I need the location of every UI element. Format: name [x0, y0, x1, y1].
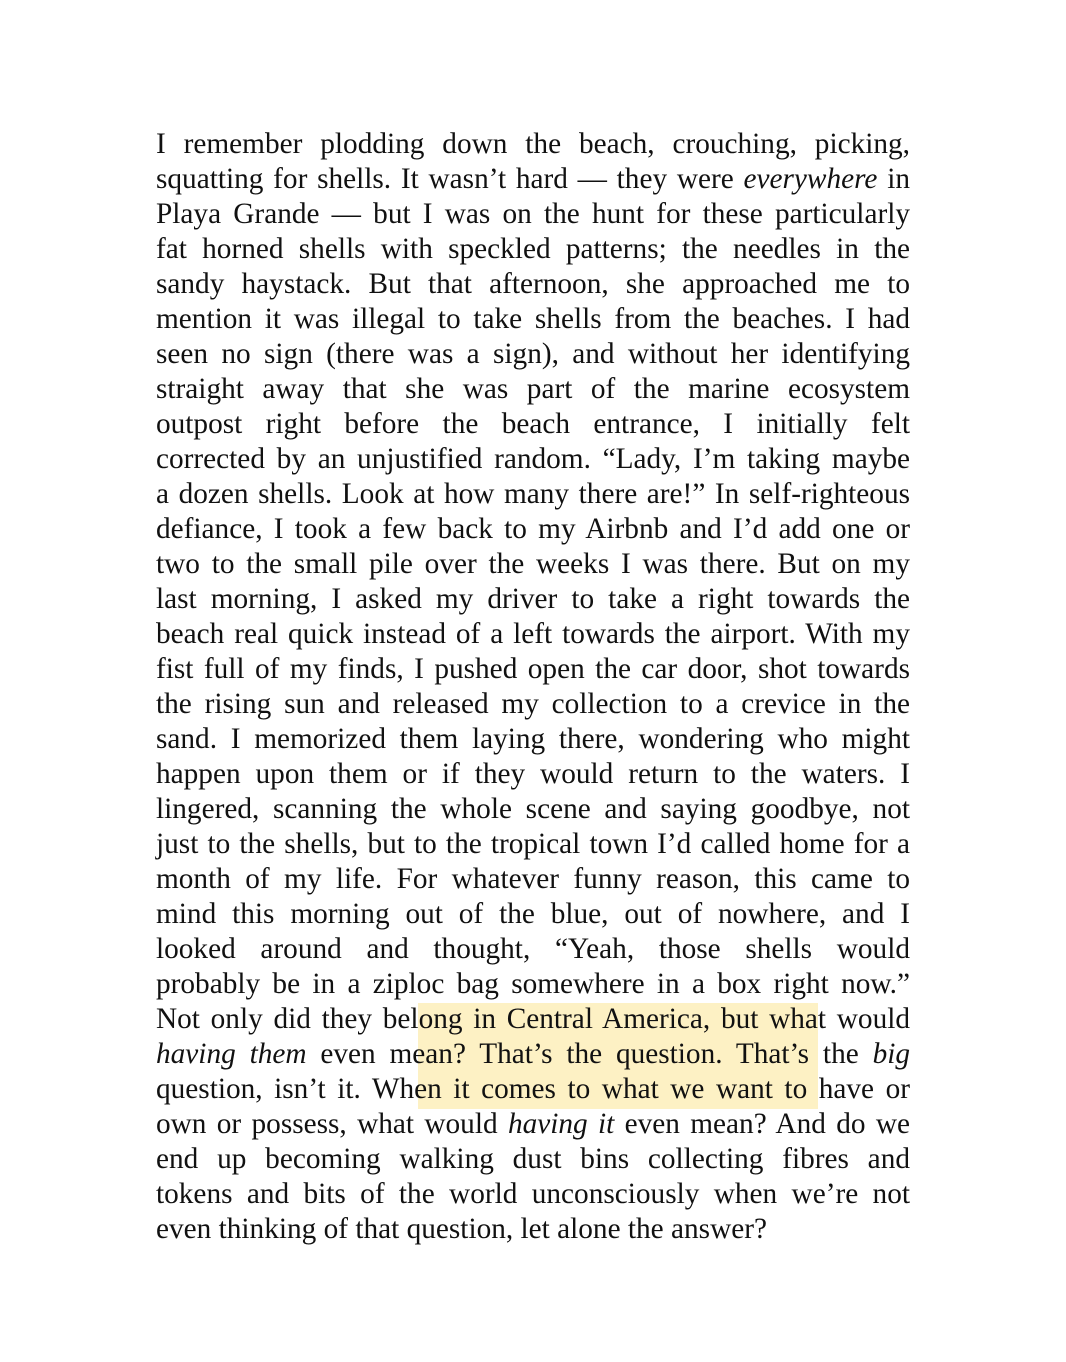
text-line [156, 547, 910, 582]
text-line [156, 337, 910, 372]
text-segment: tokens and bits of the world unconsciously when we’re not [156, 1178, 910, 1210]
text-line [156, 232, 910, 267]
text-segment: beach real quick instead of a left towards the airport. With my [156, 618, 910, 650]
text-segment: I remember plodding down the beach, crouching, picking, [156, 128, 910, 160]
text-line [156, 967, 910, 1002]
text-line [156, 372, 910, 407]
text-segment: the [809, 1038, 873, 1070]
text-segment: sandy haystack. But that afternoon, she approached me to [156, 268, 910, 300]
text-line [156, 652, 910, 687]
text-segment: just to the shells, but to the tropical town I’d called home for a [156, 828, 910, 860]
highlighted-text: n it comes to what we want to [427, 1073, 808, 1105]
text-segment: fat horned shells with speckled patterns; the needles in the [156, 233, 910, 265]
text-line [156, 1212, 910, 1247]
text-line [156, 442, 910, 477]
text-line [156, 1107, 910, 1142]
text-segment: seen no sign (there was a sign), and without her identifying [156, 338, 910, 370]
text-line [156, 1002, 910, 1037]
text-segment: outpost right before the beach entrance, I initially felt [156, 408, 910, 440]
text-line [156, 1142, 910, 1177]
text-segment: even me [306, 1038, 426, 1070]
text-segment: a dozen shells. Look at how many there are!” In self-righteous [156, 478, 910, 510]
text-segment: t would [817, 1003, 911, 1035]
text-line [156, 197, 910, 232]
text-line [156, 267, 910, 302]
text-line [156, 1037, 910, 1072]
text-segment: probably be in a ziploc bag somewhere in a box right now.” [156, 968, 910, 1000]
text-segment: Not only did they bel [156, 1003, 419, 1035]
text-segment: straight away that she was part of the marine ecosystem [156, 373, 910, 405]
text-line [156, 932, 910, 967]
italic-text: having it [507, 1108, 615, 1140]
text-line [156, 407, 910, 442]
text-line [156, 512, 910, 547]
text-segment: even mean? And do we [614, 1108, 910, 1140]
text-line [156, 827, 910, 862]
text-line [156, 792, 910, 827]
text-segment: own or possess, what would [156, 1108, 508, 1140]
highlighted-text: ong in Central America, but wha [418, 1003, 818, 1035]
text-line [156, 1177, 910, 1212]
italic-text: having them [156, 1038, 307, 1070]
text-line [156, 302, 910, 337]
text-segment: even thinking of that question, let alone the answer? [156, 1213, 767, 1245]
body-paragraph [156, 127, 910, 1247]
text-line [156, 477, 910, 512]
text-line [156, 757, 910, 792]
italic-text: everywhere [743, 163, 878, 195]
text-segment: end up becoming walking dust bins collecting fibres and [156, 1143, 910, 1175]
text-line [156, 162, 910, 197]
text-segment: two to the small pile over the weeks I was there. But on my [156, 548, 910, 580]
text-segment: Playa Grande — but I was on the hunt for these particularly [156, 198, 910, 230]
text-segment: month of my life. For whatever funny reason, this came to [156, 863, 910, 895]
highlighted-text: an? That’s the question. That’s [425, 1038, 810, 1070]
text-segment: have or [807, 1073, 910, 1105]
text-segment: question, isn’t it. Whe [156, 1073, 428, 1105]
italic-text: big [872, 1038, 910, 1070]
text-segment: sand. I memorized them laying there, wondering who might [156, 723, 910, 755]
text-segment: mention it was illegal to take shells from the beaches. I had [156, 303, 910, 335]
text-segment: last morning, I asked my driver to take a right towards the [156, 583, 910, 615]
text-segment: mind this morning out of the blue, out of nowhere, and I [156, 898, 910, 930]
text-segment: squatting for shells. It wasn’t hard — they were [156, 163, 744, 195]
text-segment: defiance, I took a few back to my Airbnb and I’d add one or [156, 513, 910, 545]
text-line [156, 617, 910, 652]
text-segment: lingered, scanning the whole scene and saying goodbye, not [156, 793, 910, 825]
text-segment: looked around and thought, “Yeah, those shells would [156, 933, 910, 965]
text-segment: the rising sun and released my collection to a crevice in the [156, 688, 910, 720]
text-line [156, 687, 910, 722]
text-segment: fist full of my finds, I pushed open the car door, shot towards [156, 653, 910, 685]
text-line [156, 1072, 910, 1107]
text-line [156, 862, 910, 897]
text-line [156, 897, 910, 932]
text-line [156, 722, 910, 757]
text-segment: corrected by an unjustified random. “Lady, I’m taking maybe [156, 443, 910, 475]
text-segment: happen upon them or if they would return to the waters. I [156, 758, 910, 790]
text-line [156, 582, 910, 617]
text-line [156, 127, 910, 162]
text-segment: in [877, 163, 910, 195]
